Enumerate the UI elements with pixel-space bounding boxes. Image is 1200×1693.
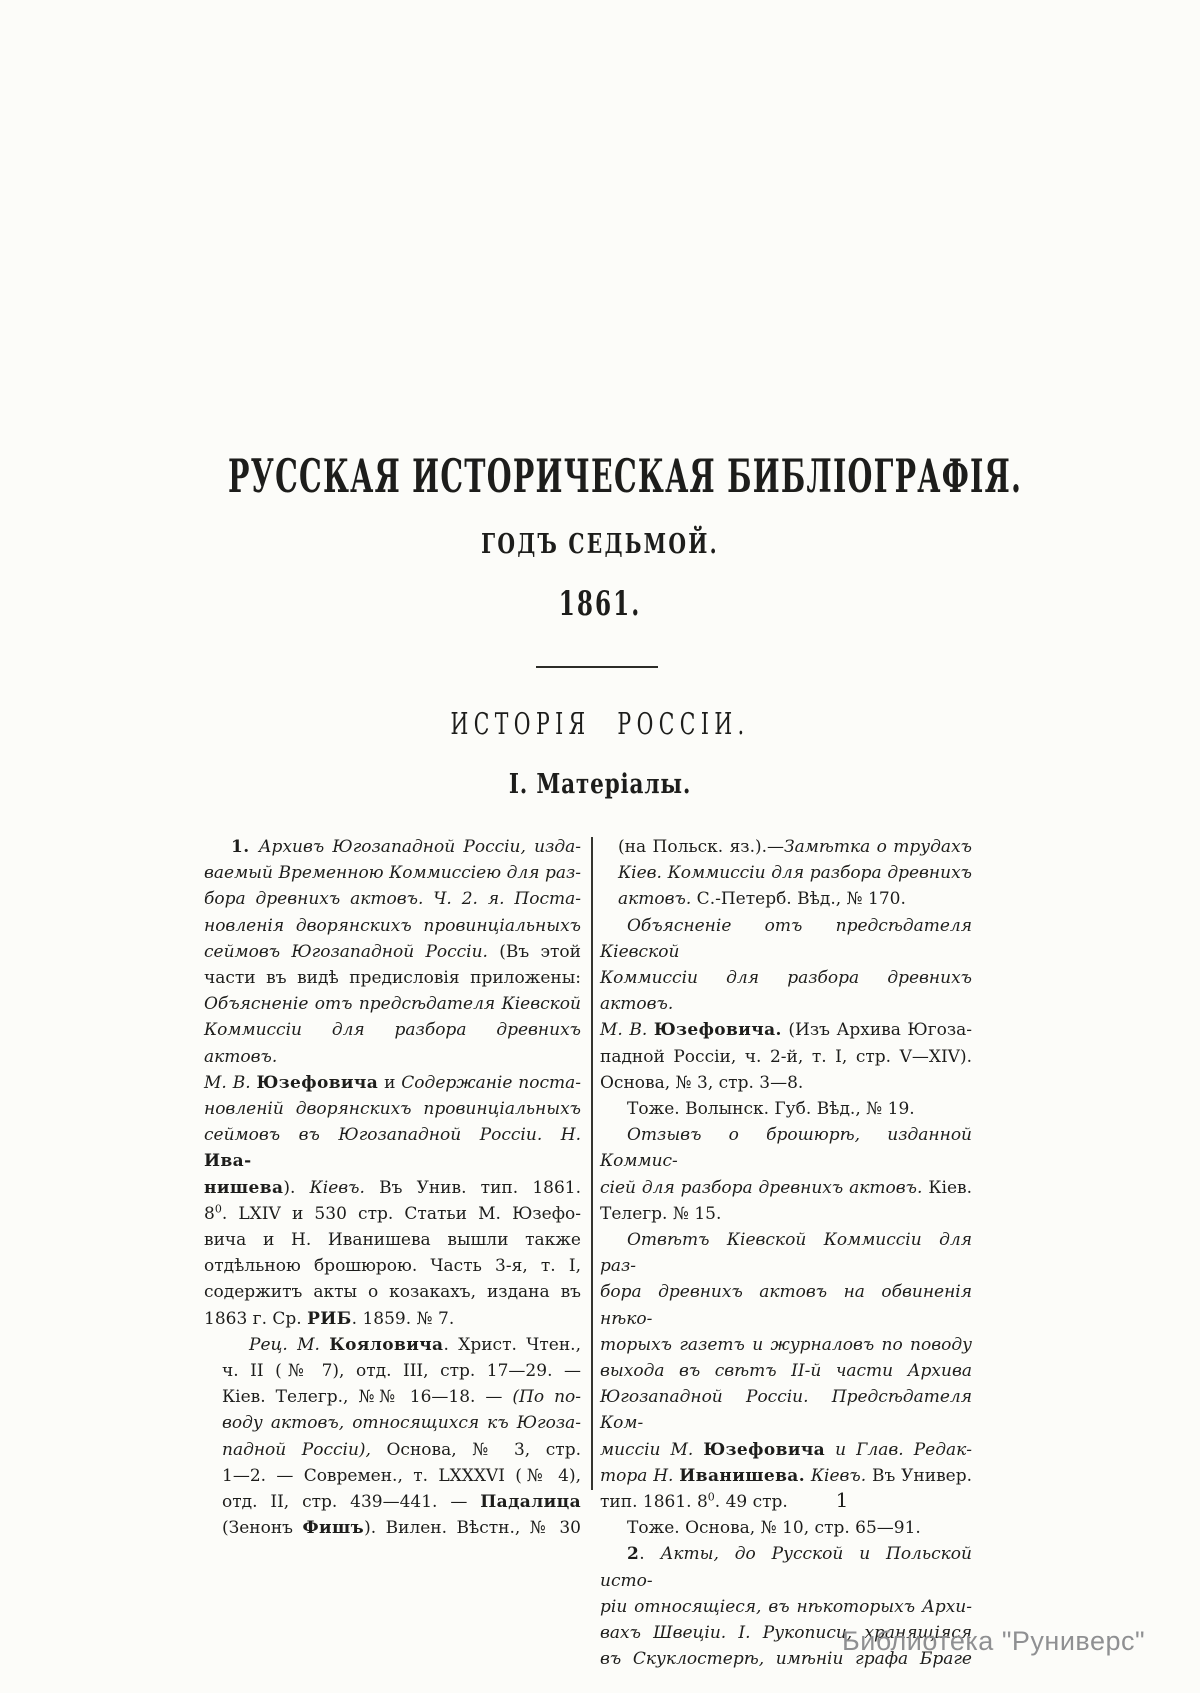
text-segment: Юзефовича. — [653, 1020, 782, 1041]
text-segment: новленій дворянскихъ провинціальныхъ — [204, 1099, 581, 1120]
text-segment: Кояловича — [329, 1334, 444, 1355]
text-segment: (Изъ Архива Югоза- — [781, 1020, 973, 1041]
text-segment: и Глав. Редак- — [825, 1439, 973, 1460]
text-line — [600, 965, 972, 1017]
text-line — [600, 1594, 972, 1620]
text-line — [204, 834, 581, 860]
text-line — [204, 913, 581, 939]
text-segment: содержитъ акты о козакахъ, издана въ — [204, 1282, 581, 1303]
text-line — [204, 1306, 581, 1332]
text-line — [222, 1437, 581, 1463]
text-segment: Архивъ Югозападной Россіи, изда- — [258, 837, 581, 857]
text-line — [222, 1410, 581, 1436]
text-segment: Отзывъ о брошюрѣ, изданной Коммис- — [600, 1125, 972, 1172]
text-segment: тип. 1861. 8 — [600, 1492, 708, 1513]
text-segment: нишева — [204, 1177, 284, 1198]
text-segment: Въ Унив. тип. 1861. — [364, 1177, 581, 1198]
text-line — [600, 1122, 972, 1174]
text-segment: Тоже. Основа, № 10, стр. 65—91. — [627, 1518, 921, 1539]
page-title: РУССКАЯ ИСТОРИЧЕСКАЯ БИБЛІОГРАФІЯ. — [228, 449, 1023, 503]
text-segment: отд. II, стр. 439—441. — — [222, 1492, 481, 1513]
text-segment: 1. — [231, 837, 259, 857]
text-segment: Ива- — [204, 1151, 252, 1172]
library-watermark: Библиотека "Руниверс" — [842, 1626, 1146, 1656]
text-line — [600, 1201, 972, 1227]
text-segment: сіей для разбора древнихъ актовъ. — [600, 1177, 923, 1198]
page-number: 1 — [835, 1488, 849, 1512]
text-segment: Югозападной Россіи. Предсѣдателя Ком- — [600, 1387, 972, 1434]
text-segment: . Христ. Чтен., — [443, 1334, 581, 1355]
text-line — [204, 939, 581, 965]
text-segment: ріи относящіеся, въ нѣкоторыхъ Архи- — [600, 1596, 972, 1617]
text-segment: Коммиссіи для разбора древнихъ актовъ. — [204, 1020, 581, 1067]
text-line — [618, 860, 972, 886]
text-line — [204, 1070, 581, 1096]
text-line — [204, 1017, 581, 1069]
text-segment: Кіев. Телегр., №№ 16—18. — — [222, 1387, 513, 1408]
text-segment: и — [378, 1072, 402, 1093]
text-line — [618, 886, 972, 912]
text-segment: Отвѣтъ Кіевской Коммиссіи для раз- — [600, 1230, 972, 1277]
text-line — [204, 860, 581, 886]
text-line — [600, 1096, 972, 1122]
text-segment: ). — [283, 1177, 310, 1198]
text-line — [204, 1279, 581, 1305]
page-subtitle: ГОДЪ СЕДЬМОЙ. — [481, 529, 719, 560]
text-segment: выхода въ свѣтъ II-й части Архива — [600, 1361, 972, 1382]
text-segment: Замѣтка о трудахъ — [784, 837, 972, 857]
text-segment: вахъ Швеціи. I. Рукописи, хранящіяся — [600, 1623, 972, 1644]
text-segment: части въ видѣ предисловія приложены: — [204, 968, 581, 989]
text-line — [600, 1541, 972, 1593]
right-column — [600, 834, 972, 1673]
text-segment: Объясненіе отъ предсѣдателя Кіевской — [204, 994, 581, 1015]
text-line — [204, 1175, 581, 1201]
text-segment: бора древнихъ актовъ. Ч. 2. я. Поста- — [204, 889, 581, 910]
text-segment: 0 — [707, 1490, 715, 1504]
text-line — [600, 913, 972, 965]
text-segment: . LXIV и 530 стр. Статьи М. Юзефо- — [221, 1203, 581, 1224]
text-segment: актовъ. — [618, 889, 692, 910]
text-segment: Акты, до Русской и Польской исто- — [600, 1544, 972, 1591]
text-segment: ч. II (№ 7), отд. III, стр. 17—29. — — [222, 1361, 581, 1382]
text-line — [204, 1122, 581, 1174]
text-line — [204, 1227, 581, 1253]
text-segment: Юзефовича — [256, 1072, 379, 1093]
text-segment: Въ Универ. — [866, 1465, 973, 1486]
text-line — [204, 886, 581, 912]
text-segment: вича и Н. Иванишева вышли также — [204, 1230, 581, 1251]
text-segment: новленія дворянскихъ провинціальныхъ — [204, 915, 581, 936]
text-segment: (Въ этой — [499, 941, 581, 962]
subsection-heading: I. Матеріалы. — [508, 769, 692, 800]
text-segment: миссіи М. — [600, 1439, 704, 1460]
text-line — [204, 1096, 581, 1122]
text-segment: Кіевъ. — [805, 1465, 867, 1486]
text-segment: Кіев. — [922, 1177, 972, 1198]
text-line — [600, 1332, 972, 1358]
page-year: 1861. — [558, 584, 642, 624]
text-segment: Тоже. Волынск. Губ. Вѣд., № 19. — [627, 1099, 915, 1120]
text-segment: падной Россіи, ч. 2-й, т. I, стр. V—XIV). — [600, 1046, 972, 1067]
text-segment: Содержаніе поста- — [401, 1072, 582, 1093]
text-segment: 8 — [204, 1203, 215, 1224]
column-divider — [591, 837, 593, 1490]
text-segment: 2 — [627, 1544, 640, 1565]
horizontal-rule — [536, 666, 658, 668]
text-segment: . 49 стр. — [714, 1492, 788, 1513]
text-line — [600, 1175, 972, 1201]
text-line — [222, 1384, 581, 1410]
text-line — [222, 1358, 581, 1384]
text-segment: тора Н. — [600, 1465, 680, 1486]
text-line — [204, 1253, 581, 1279]
text-segment: Падалица — [480, 1492, 581, 1513]
text-line — [600, 1515, 972, 1541]
text-segment: падной Россіи), — [222, 1439, 371, 1460]
text-line — [222, 1489, 581, 1515]
text-segment: 0 — [214, 1202, 222, 1216]
text-line — [204, 965, 581, 991]
text-segment: сеймовъ Югозападной Россіи. — [204, 941, 500, 962]
text-segment: С.-Петерб. Вѣд., № 170. — [691, 889, 906, 910]
text-segment: РИБ — [307, 1308, 352, 1329]
text-segment: М. В. — [600, 1020, 654, 1041]
text-line — [600, 1489, 972, 1515]
text-line — [600, 1384, 972, 1436]
text-line — [600, 1279, 972, 1331]
text-line — [222, 1332, 581, 1358]
text-line — [600, 1070, 972, 1096]
text-segment: отдѣльною брошюрою. Часть 3-я, т. I, — [204, 1256, 581, 1277]
text-segment: Кіев. Коммиссіи для разбора древнихъ — [618, 863, 972, 884]
text-segment: Коммиссіи для разбора древнихъ актовъ. — [600, 968, 972, 1015]
section-heading: ИСТОРІЯ РОССІИ. — [450, 707, 750, 742]
text-line — [222, 1463, 581, 1489]
text-segment: торыхъ газетъ и журналовъ по поводу — [600, 1334, 972, 1355]
text-segment: Кіевъ. — [309, 1177, 365, 1198]
text-segment: Рец. М. — [249, 1334, 330, 1355]
text-segment: Телегр. № 15. — [600, 1203, 722, 1224]
text-line — [222, 1515, 581, 1541]
text-line — [204, 991, 581, 1017]
text-segment: (По по- — [512, 1387, 581, 1408]
text-segment: М. В. — [204, 1072, 257, 1093]
text-segment: (на Польск. яз.).— — [618, 837, 785, 857]
text-line — [600, 1044, 972, 1070]
text-segment: Юзефовича — [703, 1439, 826, 1460]
text-line — [600, 1227, 972, 1279]
text-segment: Основа, № 3, стр. 3—8. — [600, 1072, 804, 1093]
text-segment: (Зенонъ — [222, 1518, 303, 1539]
text-segment: ваемый Временною Коммиссіею для раз- — [204, 863, 581, 884]
text-segment: сеймовъ въ Югозападной Россіи. Н. — [204, 1125, 581, 1146]
text-segment: въ Скуклостерѣ, имѣніи графа Браге — [600, 1649, 972, 1670]
text-line — [204, 1201, 581, 1227]
text-segment: бора древнихъ актовъ на обвиненія нѣко- — [600, 1282, 972, 1329]
text-segment: ). Вилен. Вѣстн., № 30 — [364, 1518, 581, 1539]
text-line — [600, 1437, 972, 1463]
text-segment: Объясненіе отъ предсѣдателя Кіевской — [600, 915, 972, 962]
text-segment: Иванишева. — [679, 1465, 806, 1486]
text-segment: 1863 г. Ср. — [204, 1308, 308, 1329]
text-line — [600, 1463, 972, 1489]
text-segment: воду актовъ, относящихся къ Югоза- — [222, 1413, 581, 1434]
text-line — [600, 1017, 972, 1043]
text-segment: Фишъ — [302, 1518, 365, 1539]
text-line — [618, 834, 972, 860]
text-segment: . — [639, 1544, 661, 1565]
text-segment: Основа, № 3, стр. — [370, 1439, 581, 1460]
text-segment: . 1859. № 7. — [351, 1308, 455, 1329]
text-line — [600, 1358, 972, 1384]
left-column — [204, 834, 581, 1541]
text-segment: 1—2. — Современ., т. LXXXVI (№ 4), — [222, 1465, 581, 1486]
